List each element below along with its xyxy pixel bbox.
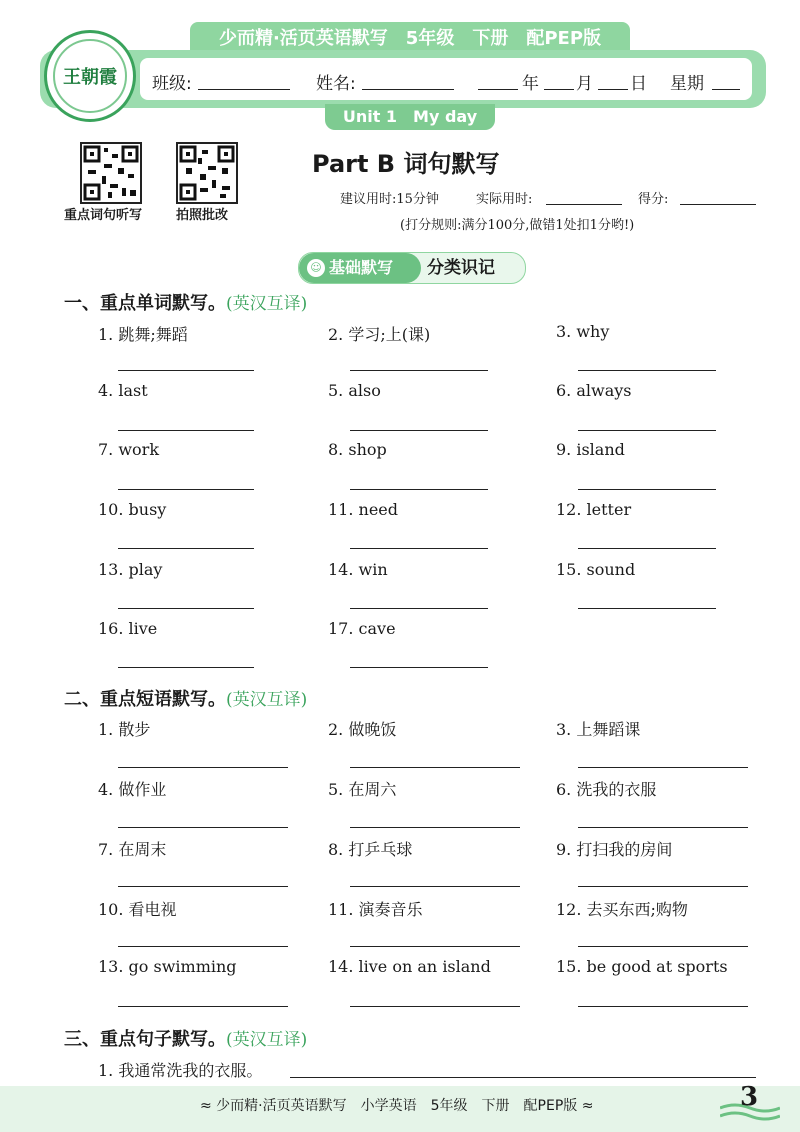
section-pill — [298, 252, 526, 284]
phrase-item: 2. 做晚饭 — [328, 720, 397, 739]
word-item: 11. need — [328, 500, 399, 519]
month-field[interactable] — [544, 89, 574, 90]
phrase-item: 3. 上舞蹈课 — [556, 720, 641, 739]
answer-line[interactable] — [578, 608, 716, 609]
section-note: (英汉互译) — [226, 690, 308, 710]
actual-time-label: 实际用时: — [476, 192, 533, 207]
answer-line[interactable] — [118, 827, 288, 828]
answer-line[interactable] — [350, 370, 488, 371]
month-label: 月 — [576, 74, 593, 94]
section-note: (英汉互译) — [226, 1030, 308, 1050]
answer-line[interactable] — [350, 430, 488, 431]
word-item: 15. sound — [556, 560, 636, 579]
name-label: 姓名: — [316, 74, 356, 94]
answer-line[interactable] — [350, 827, 520, 828]
qr-label-photo-grading: 拍照批改 — [176, 208, 229, 223]
series-title-banner: 少而精·活页英语默写 5年级 下册 配PEP版 — [190, 22, 630, 56]
word-item: 14. win — [328, 560, 388, 579]
phrase-item: 13. go swimming — [98, 957, 237, 976]
class-field[interactable] — [198, 89, 290, 90]
answer-line[interactable] — [578, 548, 716, 549]
answer-line[interactable] — [118, 608, 254, 609]
pill-green-text: 基础默写 — [329, 258, 394, 277]
word-item: 6. always — [556, 381, 632, 400]
year-label: 年 — [522, 74, 539, 94]
class-label: 班级: — [152, 74, 192, 94]
footer-text: ≈ 少而精·活页英语默写 小学英语 5年级 下册 配PEP版 ≈ — [200, 1098, 594, 1114]
student-info-row — [140, 58, 752, 100]
answer-line[interactable] — [578, 767, 748, 768]
phrase-item: 5. 在周六 — [328, 780, 397, 799]
qr-code-icon[interactable] — [176, 142, 238, 204]
answer-line[interactable] — [578, 946, 748, 947]
sentence-item: 1. 我通常洗我的衣服。 — [98, 1061, 263, 1080]
word-item: 7. work — [98, 440, 160, 459]
name-field[interactable] — [362, 89, 454, 90]
answer-line[interactable] — [350, 489, 488, 490]
section-title — [64, 289, 307, 315]
weekday-label: 星期 — [670, 74, 704, 94]
answer-line[interactable] — [118, 1006, 288, 1007]
answer-line[interactable] — [350, 767, 520, 768]
phrase-item: 1. 散步 — [98, 720, 151, 739]
section-note: (英汉互译) — [226, 294, 308, 314]
answer-line[interactable] — [578, 430, 716, 431]
answer-line[interactable] — [578, 489, 716, 490]
answer-line[interactable] — [350, 667, 488, 668]
unit-tab: Unit 1 My day — [325, 104, 495, 130]
phrase-item: 11. 演奏音乐 — [328, 900, 423, 919]
answer-line[interactable] — [290, 1077, 756, 1078]
answer-line[interactable] — [578, 886, 748, 887]
qr-label-listening: 重点词句听写 — [64, 208, 143, 223]
pill-basic-dictation — [299, 253, 421, 283]
answer-line[interactable] — [350, 548, 488, 549]
word-item: 8. shop — [328, 440, 387, 459]
day-field[interactable] — [598, 89, 628, 90]
pill-plain-text: 分类识记 — [427, 258, 495, 278]
word-item: 5. also — [328, 381, 381, 400]
answer-line[interactable] — [578, 1006, 748, 1007]
word-item: 4. last — [98, 381, 148, 400]
answer-line[interactable] — [578, 827, 748, 828]
answer-line[interactable] — [350, 886, 520, 887]
logo-text: 王朝霞 — [53, 39, 127, 113]
section-title-text: 三、重点句子默写。 — [64, 1029, 226, 1050]
word-item: 3. why — [556, 322, 610, 341]
actual-time-field[interactable] — [546, 204, 622, 205]
phrase-item: 14. live on an island — [328, 957, 491, 976]
phrase-item: 12. 去买东西;购物 — [556, 900, 688, 919]
section-title-text: 二、重点短语默写。 — [64, 689, 226, 710]
score-field[interactable] — [680, 204, 756, 205]
word-item: 16. live — [98, 619, 158, 638]
word-item: 9. island — [556, 440, 625, 459]
answer-line[interactable] — [118, 370, 254, 371]
phrase-item: 10. 看电视 — [98, 900, 177, 919]
phrase-item: 6. 洗我的衣服 — [556, 780, 657, 799]
word-item: 12. letter — [556, 500, 632, 519]
suggested-time: 建议用时:15分钟 — [340, 192, 439, 207]
section-title-text: 一、重点单词默写。 — [64, 293, 226, 314]
answer-line[interactable] — [118, 430, 254, 431]
answer-line[interactable] — [118, 886, 288, 887]
answer-line[interactable] — [578, 370, 716, 371]
phrase-item: 8. 打乒乓球 — [328, 840, 413, 859]
section-title — [64, 1025, 307, 1051]
year-field[interactable] — [478, 89, 518, 90]
word-item: 1. 跳舞;舞蹈 — [98, 325, 188, 344]
weekday-field[interactable] — [712, 89, 740, 90]
phrase-item: 7. 在周末 — [98, 840, 167, 859]
phrase-item: 15. be good at sports — [556, 957, 728, 976]
qr-code-icon[interactable] — [80, 142, 142, 204]
answer-line[interactable] — [350, 608, 488, 609]
phrase-item: 9. 打扫我的房间 — [556, 840, 673, 859]
answer-line[interactable] — [118, 946, 288, 947]
word-item: 2. 学习;上(课) — [328, 325, 431, 344]
answer-line[interactable] — [350, 946, 520, 947]
page-number: 3 — [740, 1082, 759, 1112]
word-item: 17. cave — [328, 619, 396, 638]
answer-line[interactable] — [350, 1006, 520, 1007]
score-label: 得分: — [638, 192, 669, 207]
word-item: 10. busy — [98, 500, 167, 519]
section-title — [64, 685, 307, 711]
answer-line[interactable] — [118, 489, 254, 490]
answer-line[interactable] — [118, 667, 254, 668]
scoring-rule: (打分规则:满分100分,做错1处扣1分哟!) — [400, 218, 635, 233]
answer-line[interactable] — [118, 548, 254, 549]
publisher-logo — [44, 30, 136, 122]
smiley-icon: ☺ — [307, 259, 325, 277]
answer-line[interactable] — [118, 767, 288, 768]
part-title: Part B 词句默写 — [312, 150, 500, 178]
word-item: 13. play — [98, 560, 163, 579]
day-label: 日 — [630, 74, 647, 94]
phrase-item: 4. 做作业 — [98, 780, 167, 799]
